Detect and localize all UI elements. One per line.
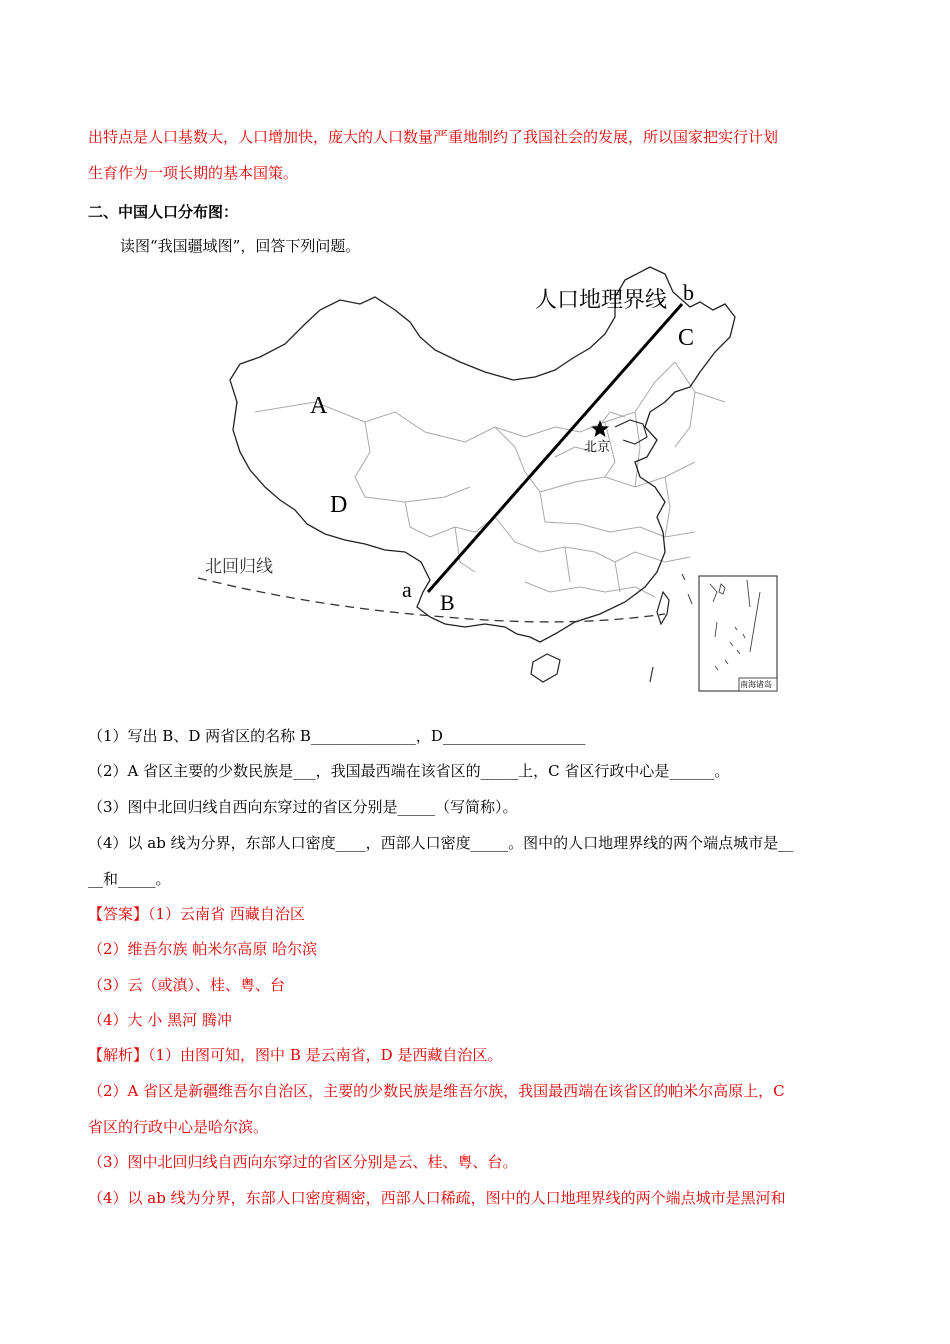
south-china-sea-inset [699,576,777,691]
label-D: D [330,492,348,518]
beijing-star-icon [591,420,609,437]
bohai-coast [615,420,647,444]
analysis-2-line-2: 省区的行政中心是哈尔滨。 [88,1118,269,1136]
label-a: a [402,577,412,602]
label-b: b [683,280,694,305]
analysis-4: （4）以 ab 线为分界，东部人口密度稠密，西部人口稀疏，图中的人口地理界线的两个端点城市是黑河和 [88,1189,786,1207]
answer-4: （4）大 小 黑河 腾冲 [88,1011,232,1029]
question-4-line-1: （4）以 ab 线为分界，东部人口密度____，西部人口密度_____。图中的人口地理界线的两个端点城市是__ [88,834,794,852]
question-1: （1）写出 B、D 两省区的名称 B______________，D___________________ [88,727,586,745]
taiwan-island [657,592,669,624]
analysis-2-line-1: （2）A 省区是新疆维吾尔自治区，主要的少数民族是维吾尔族，我国最西端在该省区的帕米尔高原上，C [88,1082,785,1100]
hainan-island [531,654,560,682]
intro-line-2: 生育作为一项长期的基本国策。 [88,164,299,182]
inset-islands [710,580,760,670]
question-3: （3）图中北回归线自西向东穿过的省区分别是_____（写简称）。 [88,798,518,816]
answer-2: （2）维吾尔族 帕米尔高原 哈尔滨 [88,940,318,958]
answer-3: （3）云（或滇）、桂、粤、台 [88,976,286,994]
label-C: C [678,325,695,351]
question-4-line-2: __和_____。 [88,870,171,888]
intro-line-1: 出特点是人口基数大，人口增加快，庞大的人口数量严重地制约了我国社会的发展，所以国家把实行计划 [88,128,779,146]
instruction: 读图“我国疆域图”，回答下列问题。 [120,237,361,255]
tropic-label: 北回归线 [205,557,273,577]
question-2: （2）A 省区主要的少数民族是___，我国最西端在该省区的_____上，C 省区行政中心是______。 [88,762,730,780]
section-title: 二、中国人口分布图： [88,203,239,221]
label-A: A [310,393,328,419]
answer-1: 【答案】（1）云南省 西藏自治区 [88,905,305,923]
beijing-label: 北京 [584,440,611,455]
population-line-title: 人口地理界线 [535,288,668,313]
analysis-3: （3）图中北回归线自西向东穿过的省区分别是云、桂、粤、台。 [88,1153,518,1171]
china-map [195,262,785,694]
china-outline [230,267,735,642]
inset-label: 南海诸岛 [740,680,772,689]
label-B: B [440,590,455,615]
analysis-1: 【解析】（1）由图可知，图中 B 是云南省，D 是西藏自治区。 [88,1046,503,1064]
